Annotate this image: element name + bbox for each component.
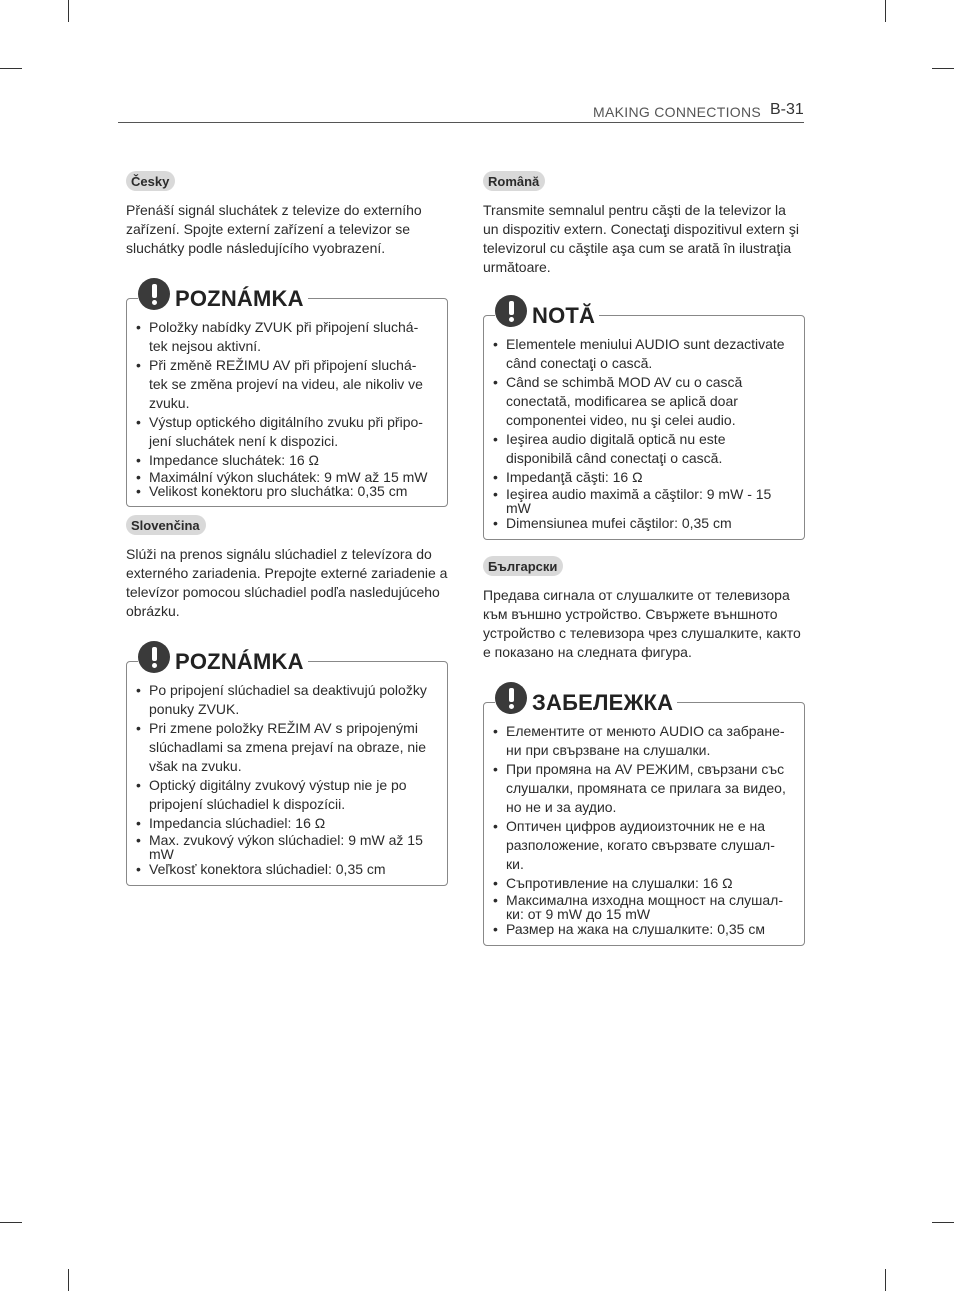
crop-mark [932, 1222, 954, 1223]
warning-icon [138, 278, 170, 310]
note-item: • Elementele meniului AUDIO sunt dezactivate când conectaţi o cască. [492, 335, 792, 373]
note-item: • Po pripojení slúchadiel sa deaktivujú položky ponuky ZVUK. [135, 681, 435, 719]
section-balgarski [483, 556, 805, 946]
note-item: • Velikost konektoru pro sluchátka: 0,35 cm [135, 484, 435, 498]
section-slovencina [126, 515, 448, 886]
section-title: MAKING CONNECTIONS [593, 104, 761, 120]
header-rule [118, 122, 804, 123]
note-box [483, 315, 805, 540]
note-item: • Ieşirea audio maximă a căştilor: 9 mW - 15 mW [492, 487, 792, 515]
section-romana [483, 171, 805, 540]
note-item: • Размер на жака на слушалките: 0,35 см [492, 921, 792, 937]
warning-icon [495, 682, 527, 714]
page-number: B-31 [770, 101, 804, 118]
note-slovencina [126, 649, 448, 886]
note-item: • Dimensiunea mufei căştilor: 0,35 cm [492, 515, 792, 531]
note-title: POZNÁMKA [175, 286, 304, 311]
note-item: • Ieşirea audio digitală optică nu este disponibilă când conectaţi o cască. [492, 430, 792, 468]
crop-mark [68, 0, 69, 22]
note-box [126, 298, 448, 507]
note-header [138, 639, 308, 675]
note-item: • Impedance sluchátek: 16 Ω [135, 451, 435, 470]
intro-cesky: Přenáší signál sluchátek z televize do externího zařízení. Spojte externí zařízení a televizor se sluchátky podle následujícího vyobrazení. [126, 202, 422, 256]
note-box [483, 702, 805, 946]
warning-icon [495, 295, 527, 327]
left-column [126, 171, 448, 886]
intro-slovencina: Slúži na prenos signálu slúchadiel z televízora do externého zariadenia. Prepojte externé zariadenie a televízor pomocou slúchadiel podľa nasledujúceho obrázku. [126, 546, 448, 619]
note-item: • Оптичен цифров аудиоизточник не е на разположение, когато свързвате слушал-ки. [492, 817, 792, 874]
note-item: • Pri zmene položky REŽIM AV s pripojenými slúchadlami sa zmena prejaví na obraze, nie však na zvuku. [135, 719, 435, 776]
note-item: • При промяна на AV РЕЖИМ, свързани със слушалки, промяната се прилага за видео, но не и за аудио. [492, 760, 792, 817]
language-badge-slovencina: Slovenčina [126, 515, 206, 535]
note-header [495, 293, 599, 329]
note-balgarski [483, 690, 805, 946]
note-cesky [126, 286, 448, 507]
note-items-balgarski [492, 722, 792, 937]
note-item: • Când se schimbă MOD AV cu o cască conectată, modificarea se aplică doar componentei video, nu şi celei audio. [492, 373, 792, 430]
note-item: • Veľkosť konektora slúchadiel: 0,35 cm [135, 861, 435, 877]
note-items-romana [492, 335, 792, 531]
note-item: • Maximální výkon sluchátek: 9 mW až 15 mW [135, 470, 435, 484]
note-header [495, 680, 677, 716]
crop-mark [0, 68, 22, 69]
note-item: • Max. zvukový výkon slúchadiel: 9 mW až 15 mW [135, 833, 435, 861]
note-title: ЗАБЕЛЕЖКА [532, 690, 674, 715]
note-item: • Impedancia slúchadiel: 16 Ω [135, 814, 435, 833]
note-item: • Položky nabídky ZVUK při připojení sluchá-tek nejsou aktivní. [135, 318, 435, 356]
right-column [483, 171, 805, 946]
note-box [126, 661, 448, 886]
note-item: • Съпротивление на слушалки: 16 Ω [492, 874, 792, 893]
note-items-slovencina [135, 681, 435, 877]
note-header [138, 276, 308, 312]
warning-icon [138, 641, 170, 673]
crop-mark [68, 1269, 69, 1291]
note-item: • Impedanţă căşti: 16 Ω [492, 468, 792, 487]
note-romana [483, 303, 805, 540]
note-title: POZNÁMKA [175, 649, 304, 674]
crop-mark [885, 0, 886, 22]
language-badge-balgarski: Български [483, 556, 563, 576]
note-item: • Елементите от менюто AUDIO са забране-ни при свързване на слушалки. [492, 722, 792, 760]
note-item: • Při změně REŽIMU AV při připojení sluchá-tek se změna projeví na videu, ale nikoliv ve zvuku. [135, 356, 435, 413]
crop-mark [932, 68, 954, 69]
intro-balgarski: Предава сигнала от слушалките от телевизора към външно устройство. Свържете външното устройство с телевизора чрез слушалките, както е показано на следната фигура. [483, 587, 801, 660]
note-items-cesky [135, 318, 435, 498]
note-item: • Optický digitálny zvukový výstup nie je po pripojení slúchadiel k dispozícii. [135, 776, 435, 814]
note-item: • Максимална изходна мощност на слушал-ки: от 9 mW до 15 mW [492, 893, 792, 921]
language-badge-romana: Română [483, 171, 545, 191]
note-item: • Výstup optického digitálního zvuku při připo-jení sluchátek není k dispozici. [135, 413, 435, 451]
crop-mark [885, 1269, 886, 1291]
intro-romana: Transmite semnalul pentru căşti de la televizor la un dispozitiv extern. Conectaţi dispozitivul extern şi televizorul cu căştile aşa cum se arată în ilustraţia următoare. [483, 202, 799, 275]
crop-mark [0, 1222, 22, 1223]
note-title: NOTĂ [532, 303, 596, 328]
section-cesky [126, 171, 448, 507]
language-badge-cesky: Česky [126, 171, 175, 191]
